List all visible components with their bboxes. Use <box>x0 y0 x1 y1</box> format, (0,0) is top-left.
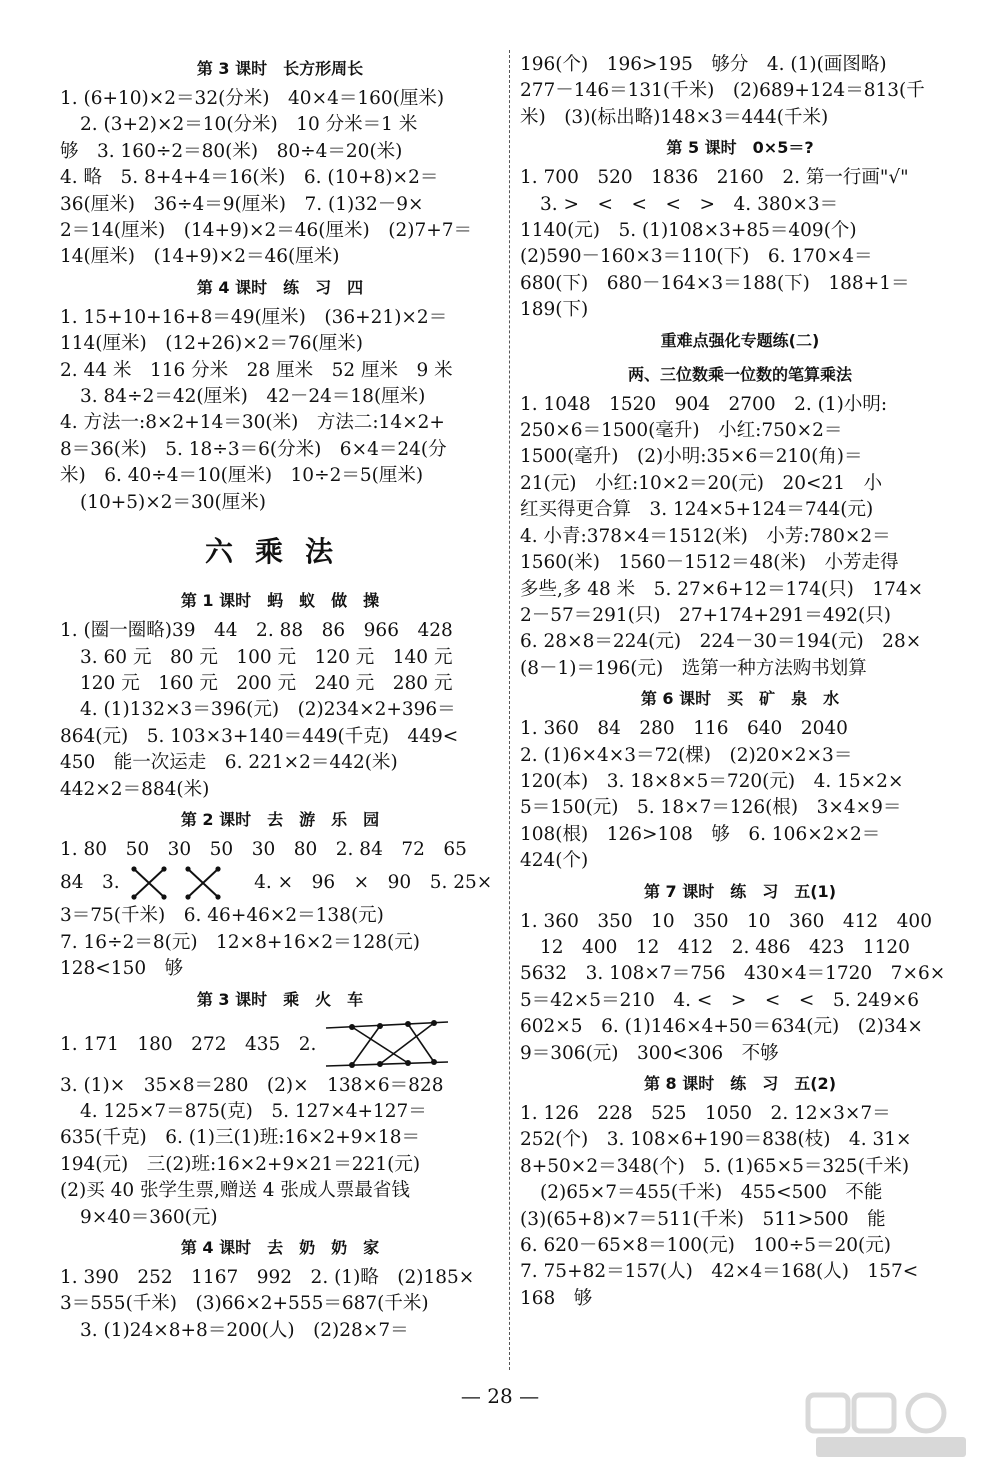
answer-line: 5＝150(元) 5. 18×7＝126(根) 3×4×9＝ <box>520 797 902 819</box>
answer-line: 4. 125×7＝875(克) 5. 127×4+127＝ <box>80 1100 427 1122</box>
answer-line: 多些,多 48 米 5. 27×6+12＝174(只) 174× <box>520 578 924 600</box>
connector-line <box>352 1027 408 1063</box>
answer-line: 红买得更合算 3. 124×5+124＝744(元) <box>520 499 874 521</box>
matching-lines-figure <box>322 1018 452 1072</box>
answer-line: 21(元) 小红:10×2＝20(元) 20<21 小 <box>520 472 883 494</box>
answer-line: 9＝306(元) 300<306 不够 <box>520 1042 779 1064</box>
connector-dot <box>377 1061 383 1067</box>
left-column <box>60 52 500 1344</box>
answer-line: 1. (圈一圈略)39 44 2. 88 86 966 428 <box>60 620 453 642</box>
answer-line <box>60 1017 500 1073</box>
connector-dot <box>349 1024 355 1030</box>
answer-line <box>60 863 500 903</box>
connector-line <box>380 1023 434 1064</box>
answer-line: 4. 略 5. 8+4+4＝16(米) 6. (10+8)×2＝ <box>60 167 439 189</box>
answer-line: 3. (1)24×8+8＝200(人) (2)28×7＝ <box>80 1319 409 1341</box>
answer-line: 米) 6. 40÷4＝10(厘米) 10÷2＝5(厘米) <box>60 465 424 487</box>
answer-line: (2)买 40 张学生票,赠送 4 张成人票最省钱 <box>60 1180 410 1202</box>
crossed-lines-figure <box>126 864 236 902</box>
connector-dot <box>131 895 136 900</box>
answer-line: 6. 620－65×8＝100(元) 100÷5＝20(元) <box>520 1235 891 1257</box>
lesson-heading: 第 4 课时 去 奶 奶 家 <box>180 1238 380 1257</box>
answer-line: 4. 方法一:8×2+14＝30(米) 方法二:14×2+ <box>60 412 445 434</box>
connector-dot <box>349 1062 355 1068</box>
answer-line: 442×2＝884(米) <box>60 778 210 800</box>
answer-line: 3. 84÷2＝42(厘米) 42－24＝18(厘米) <box>80 386 426 408</box>
answer-line: 14(厘米) (14+9)×2＝46(厘米) <box>60 246 340 268</box>
connector-dot <box>185 895 190 900</box>
answer-line: 5632 3. 108×7＝756 430×4＝1720 7×6× <box>520 963 946 985</box>
answer-line: 1500(毫升) (2)小明:35×6＝210(角)＝ <box>520 446 863 468</box>
answer-line: 1. (6+10)×2＝32(分米) 40×4＝160(厘米) <box>60 88 445 109</box>
answer-text: 4. × 96 × 90 5. 25× <box>235 872 493 894</box>
connector-line <box>352 1026 380 1065</box>
lesson-heading: 第 3 课时 长方形周长 <box>196 59 364 78</box>
answer-line: 8+50×2＝348(个) 5. (1)65×5＝325(千米) <box>520 1155 910 1177</box>
answer-line: 3＝75(千米) 6. 46+46×2＝138(元) <box>60 905 384 927</box>
answer-line: 4. (1)132×3＝396(元) (2)234×2+396＝ <box>80 699 456 721</box>
answer-line: (2)65×7＝455(千米) 455<500 不能 <box>540 1182 883 1204</box>
answer-line: 1140(元) 5. (1)108×3+85＝409(个) <box>520 220 857 242</box>
connector-dot <box>405 1060 411 1066</box>
answer-line: 7. 75+82＝157(人) 42×4＝168(人) 157< <box>520 1261 919 1283</box>
answer-line: 9×40＝360(元) <box>80 1206 218 1228</box>
connector-dot <box>161 867 166 872</box>
answer-line: 168 够 <box>520 1287 593 1309</box>
lesson-heading: 重难点强化专题练(二) <box>660 330 820 350</box>
page-number: — 28 — <box>460 1384 540 1408</box>
answer-line: 2. (3+2)×2＝10(分米) 10 分米＝1 米 <box>80 114 418 136</box>
lesson-heading: 第 8 课时 练 习 五(2) <box>643 1074 837 1093</box>
answer-line: 1. 700 520 1836 2160 2. 第一行画"√" <box>520 167 909 189</box>
answer-line: 3＝555(千米) (3)66×2+555＝687(千米) <box>60 1293 429 1315</box>
answer-line: 1. 15+10+16+8＝49(厘米) (36+21)×2＝ <box>60 306 448 328</box>
answer-line: 3. (1)× 35×8＝280 (2)× 138×6＝828 <box>60 1074 444 1096</box>
connector-dot <box>405 1021 411 1027</box>
answer-line: 1560(米) 1560－1512＝48(米) 小芳走得 <box>520 552 899 574</box>
connector-dot <box>185 867 190 872</box>
answer-line: 4. 小青:378×4＝1512(米) 小芳:780×2＝ <box>520 525 891 547</box>
answer-line: (3)(65+8)×7＝511(千米) 511>500 能 <box>520 1208 886 1230</box>
answer-line: 864(元) 5. 103×3+140＝449(千克) 449< <box>60 725 459 747</box>
answer-line: 2. (1)6×4×3＝72(棵) (2)20×2×3＝ <box>520 744 853 766</box>
answer-line: 1. 126 228 525 1050 2. 12×3×7＝ <box>520 1103 891 1124</box>
connector-dot <box>431 1059 437 1065</box>
connector-dot <box>431 1020 437 1026</box>
answer-line: 250×6＝1500(毫升) 小红:750×2＝ <box>520 420 843 442</box>
answer-line: 680(下) 680－164×3＝188(下) 188+1＝ <box>520 272 910 294</box>
lesson-heading: 第 5 课时 0×5＝? <box>666 138 814 158</box>
connector-dot <box>377 1023 383 1029</box>
lesson-heading: 第 3 课时 乘 火 车 <box>196 989 364 1009</box>
answer-line: 5＝42×5＝210 4. < > < < 5. 249×6 <box>520 989 920 1011</box>
answer-line: 7. 16÷2＝8(元) 12×8+16×2＝128(元) <box>60 931 420 953</box>
answer-line: 1. 390 252 1167 992 2. (1)略 (2)185× <box>60 1267 475 1288</box>
answer-line: 602×5 6. (1)146×4+50＝634(元) (2)34× <box>520 1016 923 1038</box>
answer-line: 120 元 160 元 200 元 240 元 280 元 <box>80 672 453 694</box>
answer-line: 277－146＝131(千米) (2)689+124＝813(千 <box>520 80 925 102</box>
answer-line: 8＝36(米) 5. 18÷3＝6(分米) 6×4＝24(分 <box>60 438 447 460</box>
answer-line: 12 400 12 412 2. 486 423 1120 <box>540 936 910 958</box>
answer-line: 189(下) <box>520 299 589 321</box>
lesson-heading: 第 7 课时 练 习 五(1) <box>643 881 837 901</box>
answer-line: 2－57＝291(只) 27+174+291＝492(只) <box>520 604 891 626</box>
answer-line: 1. 1048 1520 904 2700 2. (1)小明: <box>520 393 888 415</box>
answer-line: 3. 60 元 80 元 100 元 120 元 140 元 <box>80 646 453 668</box>
answer-line: (10+5)×2＝30(厘米) <box>80 491 266 513</box>
answer-line: 450 能一次运走 6. 221×2＝442(米) <box>60 752 398 774</box>
answer-text: 84 3. <box>60 872 126 894</box>
connector-line <box>408 1024 434 1062</box>
chapter-title: 六乘法 <box>204 535 355 569</box>
answer-text: 1. 171 180 272 435 2. <box>60 1033 323 1055</box>
connector-dot <box>131 867 136 872</box>
lesson-heading: 第 1 课时 蚂 蚁 做 操 <box>180 591 380 611</box>
connector-line <box>326 1062 448 1066</box>
connector-dot <box>161 895 166 900</box>
answer-line: 194(元) 三(2)班:16×2+9×21＝221(元) <box>60 1153 421 1175</box>
column-divider <box>509 50 510 1370</box>
answer-line: 1. 360 84 280 116 640 2040 <box>520 718 848 740</box>
connector-dot <box>215 895 220 900</box>
right-column <box>520 52 960 1312</box>
connector-dot <box>215 867 220 872</box>
lesson-heading: 第 2 课时 去 游 乐 园 <box>180 809 380 829</box>
answer-line: 108(根) 126>108 够 6. 106×2×2＝ <box>520 823 881 845</box>
answer-line: 3. > < < < > 4. 380×3＝ <box>540 193 839 215</box>
answer-line: 1. 80 50 30 50 30 80 2. 84 72 65 <box>60 838 467 860</box>
answer-line: 36(厘米) 36÷4＝9(厘米) 7. (1)32－9× <box>60 193 424 215</box>
answer-line: 2. 44 米 116 分米 28 厘米 52 厘米 9 米 <box>60 359 453 381</box>
watermark-logo <box>802 1391 982 1463</box>
lesson-heading: 两、三位数乘一位数的笔算乘法 <box>627 364 852 384</box>
answer-line: 114(厘米) (12+26)×2＝76(厘米) <box>60 333 364 355</box>
lesson-heading: 第 4 课时 练 习 四 <box>196 277 364 297</box>
answer-line: 1. 360 350 10 350 10 360 412 400 <box>520 910 932 932</box>
answer-line: 635(千克) 6. (1)三(1)班:16×2+9×18＝ <box>60 1127 421 1149</box>
answer-line: 424(个) <box>520 850 589 872</box>
lesson-heading: 第 6 课时 买 矿 泉 水 <box>640 689 840 709</box>
answer-line: (8－1)＝196(元) 选第一种方法购书划算 <box>520 657 867 679</box>
answer-line: 120(本) 3. 18×8×5＝720(元) 4. 15×2× <box>520 770 904 792</box>
answer-line: 够 3. 160÷2＝80(米) 80÷4＝20(米) <box>60 140 403 162</box>
answer-line: 196(个) 196>195 够分 4. (1)(画图略) <box>520 54 887 75</box>
answer-line: 米) (3)(标出略)148×3＝444(千米) <box>520 106 829 128</box>
answer-line: (2)590－160×3＝110(下) 6. 170×4＝ <box>520 246 873 268</box>
answer-line: 252(个) 3. 108×6+190＝838(枝) 4. 31× <box>520 1129 912 1151</box>
answer-line: 6. 28×8＝224(元) 224－30＝194(元) 28× <box>520 631 922 653</box>
answer-line: 128<150 够 <box>60 958 184 980</box>
answer-line: 2＝14(厘米) (14+9)×2＝46(厘米) (2)7+7＝ <box>60 220 472 242</box>
